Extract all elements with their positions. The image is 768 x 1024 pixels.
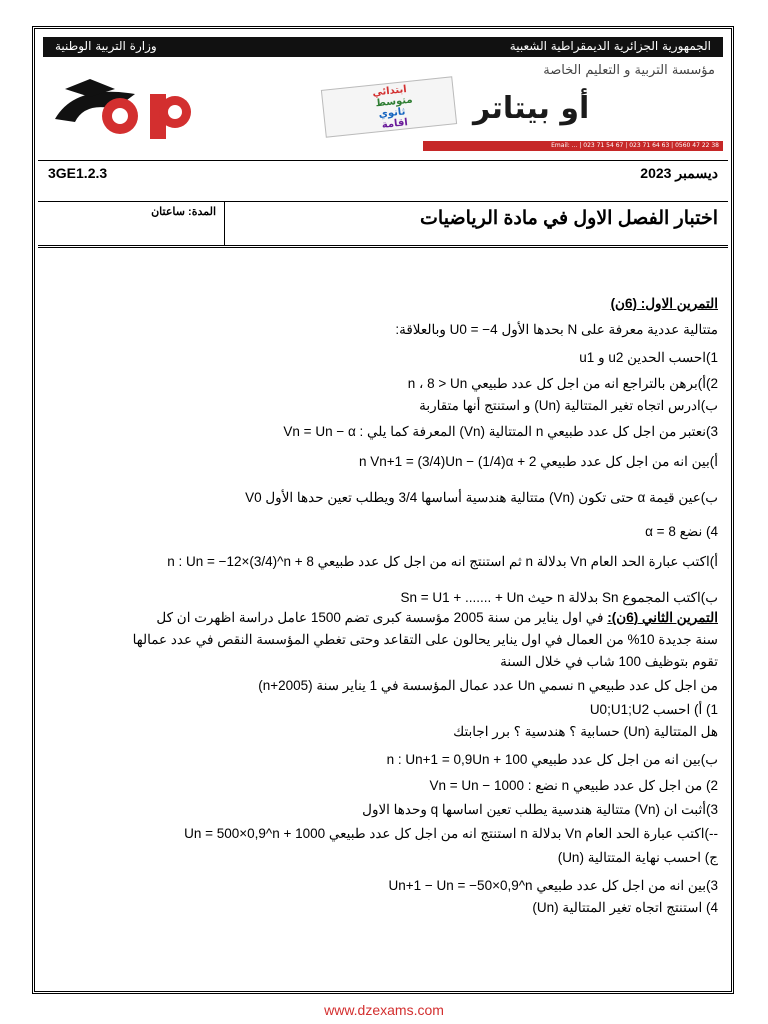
ex2-line-7: ب)بين انه من اجل كل عدد طبيعي n : Un+1 = 0,9Un + 100 xyxy=(386,752,718,767)
ex1-line-9: أ)اكتب عبارة الحد العام Vn بدلالة n ثم استنتج انه من اجل كل عدد طبيعي n : Un = −12×(3/4)^n + 8 xyxy=(167,554,718,569)
info-row xyxy=(38,163,728,202)
exam-title: اختبار الفصل الاول في مادة الرياضيات xyxy=(420,208,718,229)
ex2-line-6: هل المتتالية (Un) حسابية ؟ هندسية ؟ برر اجابتك xyxy=(453,724,718,739)
ex2-line-11: ج) احسب نهاية المتتالية (Un) xyxy=(557,850,718,865)
exam-frame xyxy=(32,26,734,994)
ex2-line-12: 3)بين انه من اجل كل عدد طبيعي Un+1 − Un = −50×0,9^n xyxy=(388,878,718,893)
ex1-line-2: 1)احسب الحدين u2 و u1 xyxy=(579,350,718,365)
ex2-heading-title: التمرين الثاني (6ن): xyxy=(607,610,718,625)
ex2-line-2: سنة جديدة 10% من العمال في اول يناير يحالون على التقاعد وحتى تغطي المؤسسة النقص في عدد عمالها xyxy=(132,632,718,647)
school-name: مؤسسة التربية و التعليم الخاصة xyxy=(543,63,715,78)
header-top-bar xyxy=(43,37,723,57)
header-body xyxy=(43,59,723,154)
level-boarding: اقامة xyxy=(381,117,409,131)
ministry-label: وزارة التربية الوطنية xyxy=(55,39,157,53)
ex2-line-8: 2) من اجل كل عدد طبيعي n نضع : Vn = Un − 1000 xyxy=(429,778,718,793)
ex2-line-4: من اجل كل عدد طبيعي n نسمي Un عدد عمال المؤسسة في 1 يناير سنة (n+2005) xyxy=(258,678,718,693)
ex1-heading: التمرين الاول: (6ن) xyxy=(610,296,718,311)
level-secondary: ثانوي xyxy=(378,106,406,121)
exam-duration: المدة: ساعتان xyxy=(38,201,225,245)
ex2-line-9: 3)أثبت ان (Vn) متتالية هندسية يطلب تعين اساسها q وحدها الاول xyxy=(362,802,718,817)
school-logo-icon xyxy=(45,64,245,144)
level-primary: ابتدائي xyxy=(371,84,408,99)
footer-site-link[interactable]: www.dzexams.com xyxy=(324,1002,444,1018)
title-row xyxy=(38,201,728,246)
level-middle: متوسط xyxy=(375,94,414,110)
ex1-line-6: أ)بين انه من اجل كل عدد طبيعي n Vn+1 = (3/4)Un − (1/4)α + 2 xyxy=(358,454,718,469)
exam-code: 3GE1.2.3 xyxy=(48,165,108,181)
ex1-line-4: ب)ادرس اتجاه تغير المتتالية (Un) و استنتج أنها متقاربة xyxy=(419,398,718,413)
school-header xyxy=(38,32,728,161)
ex1-line-3: 2)أ)برهن بالتراجع انه من اجل كل عدد طبيعي n ، 8 > Un xyxy=(407,376,718,391)
ex2-heading xyxy=(156,610,718,626)
ex2-line-1: في اول يناير من سنة 2005 مؤسسة كبرى تضم 1500 عامل دراسة اظهرت ان كل xyxy=(156,610,604,625)
exam-date: ديسمبر 2023 xyxy=(640,165,718,181)
levels-badge xyxy=(321,76,457,138)
ex1-line-5: 3)نعتبر من اجل كل عدد طبيعي n المتتالية (Vn) المعرفة كما يلي : Vn = Un − α xyxy=(283,424,718,439)
ex2-line-10: --)اكتب عبارة الحد العام Vn بدلالة n استنتج انه من اجل كل عدد طبيعي Un = 500×0,9^n + 1000 xyxy=(184,826,718,841)
contact-strip: Email: ... | 023 71 54 67 | 023 71 64 63 | 0560 47 22 38 xyxy=(423,141,723,151)
exam-content xyxy=(38,247,728,988)
ex1-line-1: متتالية عددية معرفة على N بحدها الأول 4− = U0 وبالعلاقة: xyxy=(395,322,718,337)
ex1-line-10: ب)اكتب المجموع Sn بدلالة n حيث Sn = U1 + ....... + Un xyxy=(400,590,718,605)
ex2-line-3: تقوم بتوظيف 100 شاب في خلال السنة xyxy=(500,654,718,669)
brand-name: أو بيتاتر xyxy=(473,91,590,126)
republic-label: الجمهورية الجزائرية الديمقراطية الشعبية xyxy=(509,39,711,53)
ex2-line-5: 1) أ) احسب U0;U1;U2 xyxy=(589,702,718,717)
ex1-line-8: 4) نضع α = 8 xyxy=(645,524,718,539)
ex2-line-13: 4) استنتج اتجاه تغير المتتالية (Un) xyxy=(532,900,718,915)
ex1-line-7: ب)عين قيمة α حتى تكون (Vn) متتالية هندسية أساسها 3/4 ويطلب تعين حدها الأول V0 xyxy=(245,490,718,505)
